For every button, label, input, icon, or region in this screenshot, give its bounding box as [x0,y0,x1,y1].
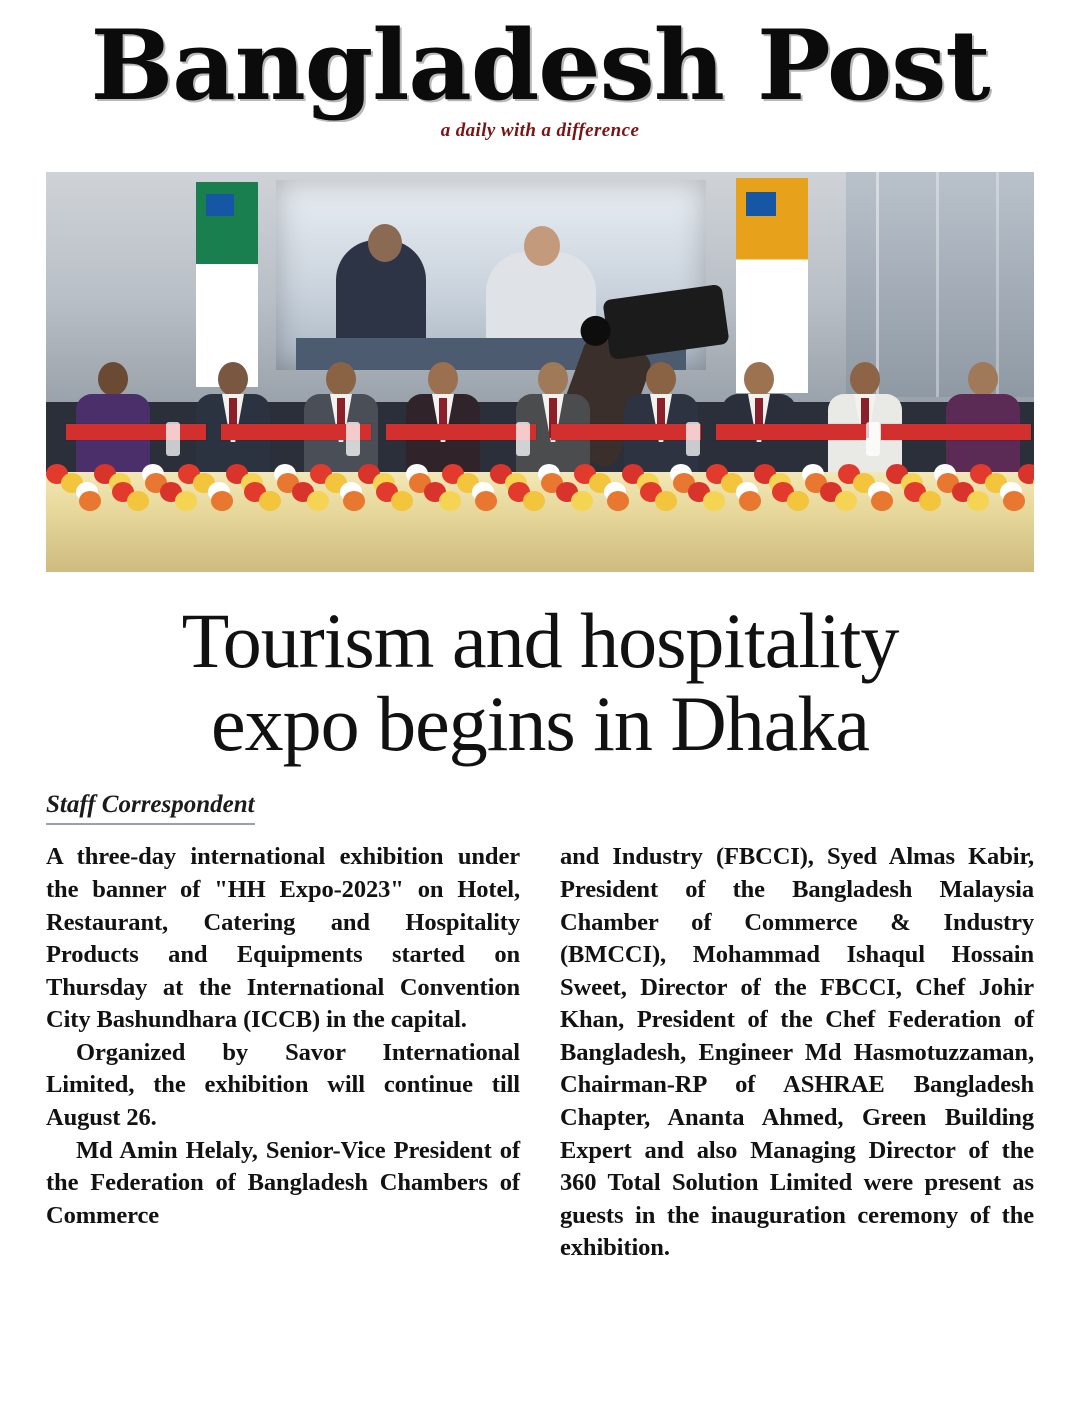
water-bottle [516,422,530,456]
paragraph: A three-day international exhibition under the banner of "HH Expo-2023" on Hotel, Restaurant, Catering and Hospitality Products and Equipments started on Thursday at the International Convention City Bashundhara (ICCB) in the capital. [46,843,520,1034]
person-head [218,362,248,396]
person-head [326,362,356,396]
water-bottle [166,422,180,456]
flower [571,491,593,511]
flower [787,491,809,511]
flower [1003,491,1025,511]
ribbon-segment [881,424,1031,440]
flower [343,491,365,511]
person-head [968,362,998,396]
dais-person [76,362,150,472]
flower [211,491,233,511]
flower [307,491,329,511]
dais-person [196,362,270,472]
flower [607,491,629,511]
flower [703,491,725,511]
ribbon-segment [386,424,536,440]
person-head [646,362,676,396]
dais-row [46,352,1034,472]
banner-right-logo [746,192,776,216]
page-title [46,597,1034,767]
dais-person [304,362,378,472]
water-bottle [866,422,880,456]
masthead [46,0,1034,142]
ribbon-segment [551,424,701,440]
flower [967,491,989,511]
person-head [744,362,774,396]
article-photo [46,172,1034,572]
masthead-title: Bangladesh Post [90,9,990,122]
person-head [850,362,880,396]
photo-scene [46,172,1034,572]
banner-left-logo [206,194,234,216]
flower [739,491,761,511]
person-head [428,362,458,396]
dais-person [722,362,796,472]
person-head [98,362,128,396]
article-column-left [46,841,520,1265]
flower [79,491,101,511]
flower [391,491,413,511]
flower [835,491,857,511]
water-bottle [686,422,700,456]
flower [127,491,149,511]
dais-person [946,362,1020,472]
headline-line-1: Tourism and hospitality [181,597,899,684]
ribbon-segment [716,424,866,440]
headline-line-2: expo begins in Dhaka [210,679,869,767]
dais-person [828,362,902,472]
byline: Staff Correspondent [46,791,255,825]
ribbon-segment [66,424,206,440]
screen-figure-right-head [524,226,560,266]
water-bottle [346,422,360,456]
paragraph: Md Amin Helaly, Senior-Vice President of the Federation of Bangladesh Chambers of Commerce [46,1136,520,1229]
person-head [538,362,568,396]
flower [871,491,893,511]
screen-figure-left-head [368,224,402,262]
flower [259,491,281,511]
article-column-right [560,841,1034,1265]
flower [439,491,461,511]
paragraph: and Industry (FBCCI), Syed Almas Kabir, President of the Bangladesh Malaysia Chamber of Commerce & Industry (BMCCI), Mohammad Ishaqul Hossain Sweet, Director of the FBCCI, Chef Johir Khan, President of the Chef Federation of Bangladesh, Engineer Md Hasmotuzzaman, Chairman-RP of ASHRAE Bangladesh Chapter, Ananta Ahmed, Green Building Expert and also Managing Director of the 360 Total Solution Limited were present as guests in the inauguration ceremony of the exhibition. [560,843,1034,1262]
dais-person [406,362,480,472]
flower [655,491,677,511]
paragraph: Organized by Savor International Limited, the exhibition will continue till August 26. [46,1038,520,1131]
flower [475,491,497,511]
flower [175,491,197,511]
photo-edge [46,546,1034,572]
flower-decoration [46,464,1034,524]
flower [523,491,545,511]
flower [919,491,941,511]
flower [1018,464,1034,484]
masthead-tagline: a daily with a difference [440,120,640,141]
article-body [46,841,1034,1265]
